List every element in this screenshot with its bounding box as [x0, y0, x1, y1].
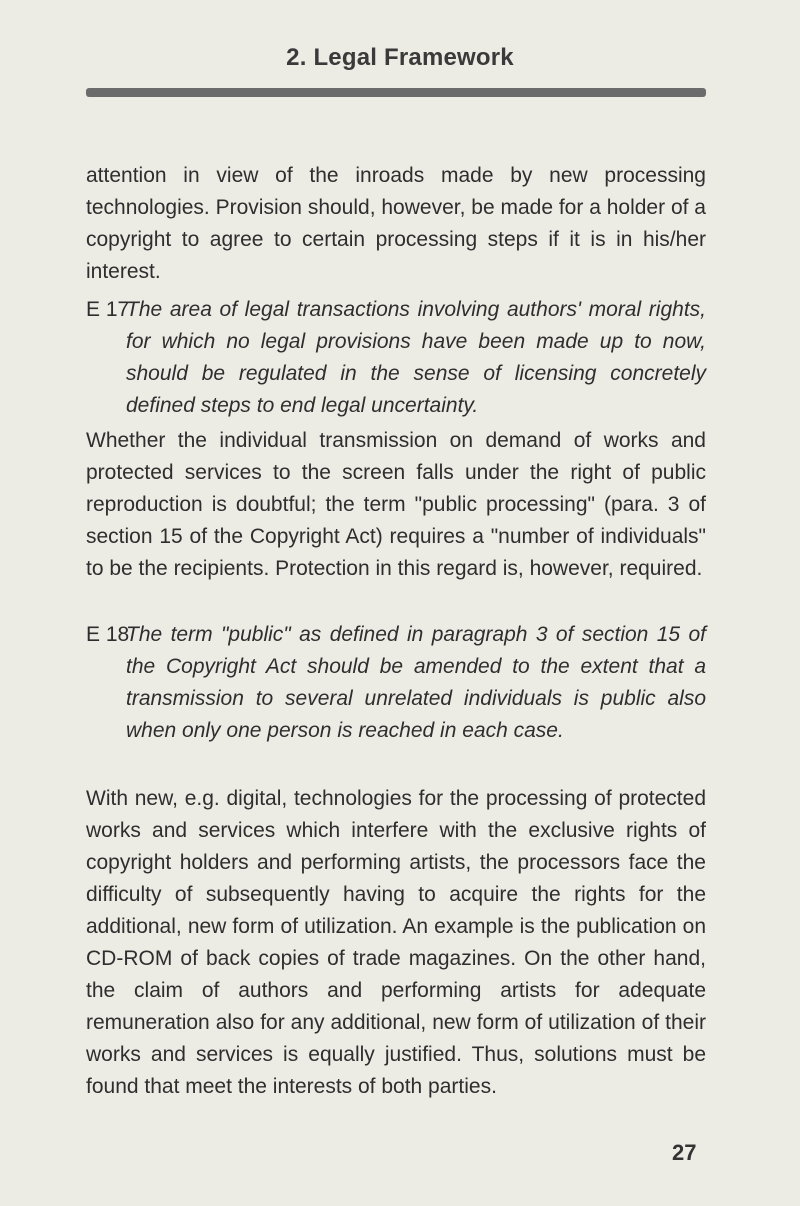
page-header: 2. Legal Framework	[286, 44, 514, 71]
recommendation-text: The area of legal transactions involving authors' moral rights, for which no legal provisions have been made up to now, should be regulated in the sense of licensing concretely defined steps to end legal uncertainty.	[126, 298, 706, 417]
recommendation-e17	[86, 294, 706, 422]
recommendation-number: E 17	[86, 298, 130, 321]
recommendation-e18	[86, 619, 706, 747]
paragraph-continuation: attention in view of the inroads made by new processing technologies. Provision should, however, be made for a holder of a copyright to agree to certain processing steps if it is in his/her interest.	[86, 164, 706, 283]
header-rule	[86, 88, 706, 97]
recommendation-text: The term "public" as defined in paragraph 3 of section 15 of the Copyright Act should be amended to the extent that a transmission to several unrelated individuals is public also when only one person is reached in each case.	[126, 623, 706, 742]
paragraph-transmission: Whether the individual transmission on demand of works and protected services to the screen falls under the right of public reproduction is doubtful; the term "public processing" (para. 3 of section 15 of the Copyright Act) requires a "number of individuals" to be the recipients. Protection in this regard is, however, required.	[86, 429, 706, 580]
paragraph-new-technologies: With new, e.g. digital, technologies for the processing of protected works and services which interfere with the exclusive rights of copyright holders and performing artists, the processors face the difficulty of subsequently having to acquire the rights for the additional, new form of utilization. An example is the publication on CD-ROM of back copies of trade magazines. On the other hand, the claim of authors and performing artists for adequate remuneration also for any additional, new form of utilization of their works and services is equally justified. Thus, solutions must be found that meet the interests of both parties.	[86, 787, 706, 1098]
recommendation-number: E 18	[86, 623, 130, 646]
page-number: 27	[672, 1140, 697, 1165]
